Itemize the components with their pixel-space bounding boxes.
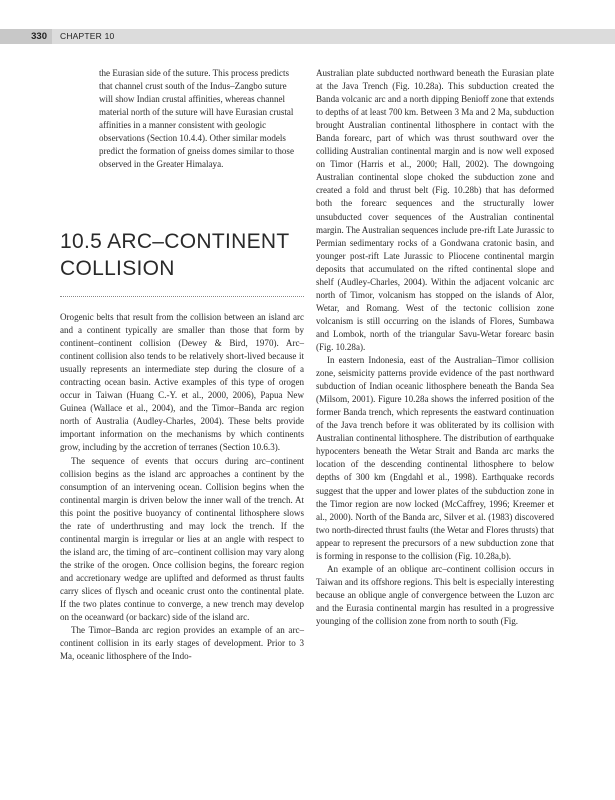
left-column-continuation [99, 67, 297, 171]
continuation-paragraph: the Eurasian side of the suture. This process predicts that channel crust south of the Indus–Zangbo suture will show Indian crustal affinities, whereas channel material north of the suture will have Eurasian crustal affinities in a manner consistent with geologic observations (Section 10.4.4). Other similar models predict the formation of gneiss domes similar to those observed in the Greater Himalaya. [99, 68, 294, 170]
page-number: 330 [0, 29, 52, 44]
section-title: ARC–CONTINENT COLLISION [60, 230, 290, 280]
right-column [316, 67, 554, 628]
body-paragraph: The sequence of events that occurs during arc–continent collision begins as the island arc approaches a continent by the consumption of an intervening ocean. Collision begins when the continental margin is driven below the inner wall of the trench. At this point the positive buoyancy of continental lithosphere slows the rate of underthrusting and may lock the trench. If the continental margin is irregular or lies at an angle with respect to the island arc, the timing of arc–continent collision may vary along the strike of the orogen. Once collision begins, the forearc region and accretionary wedge are uplifted and deformed as thrust faults carry slices of flysch and oceanic crust onto the continental plate. If the two plates continue to converge, a new trench may develop on the oceanward (or backarc) side of the island arc. [60, 455, 304, 623]
left-column-body [60, 311, 304, 663]
body-paragraph: The Timor–Banda arc region provides an example of an arc–continent collision in its early stages of development. Prior to 3 Ma, oceanic lithosphere of the Indo- [60, 625, 304, 662]
body-paragraph: In eastern Indonesia, east of the Australian–Timor collision zone, seismicity patterns provide evidence of the past northward subduction of Indian oceanic lithosphere beneath the Banda Sea (Milsom, 2001). Figure 10.28a shows the inferred position of the former Banda trench, which represents the eastward continuation of the Java trench before it was obliterated by its collision with Australian continental lithosphere. The distribution of earthquake hypocenters beneath the Wetar Strait and Banda arc marks the location of the descending continental lithosphere to below depths of 300 km (Engdahl et al., 1998). Earthquake records suggest that the upper and lower plates of the subduction zone in the Timor region are now locked (McCaffrey, 1996; Kreemer et al., 2000). North of the Banda arc, Silver et al. (1983) discovered two north-directed thrust faults (the Wetar and Flores thrusts) that appear to represent the precursors of a new subduction zone that is forming in response to the collision (Fig. 10.28a,b). [316, 355, 554, 561]
body-paragraph: Orogenic belts that result from the collision between an island arc and a continent typically are smaller than those that form by continent–continent collision (Dewey & Bird, 1970). Arc–continent collision also tends to be relatively short-lived because it usually represents an intermediate step during the closure of a contracting ocean basin. Active examples of this type of orogen occur in Taiwan (Huang C.-Y. et al., 2000, 2006), Papua New Guinea (Wallace et al., 2004), and the Timor–Banda arc region north of Australia (Audley-Charles, 2004). These belts provide important information on the mechanisms by which continents grow, including by the accretion of terranes (Section 10.6.3). [60, 312, 304, 453]
section-heading [60, 228, 302, 282]
body-paragraph: Australian plate subducted northward beneath the Eurasian plate at the Java Trench (Fig. 10.28a). This subduction created the Banda volcanic arc and a north dipping Benioff zone that extends to depths of at least 700 km. Between 3 Ma and 2 Ma, subduction brought Australian continental lithosphere in contact with the Banda forearc, part of which was thrust southward over the colliding Australian continental margin and is now well exposed on Timor (Harris et al., 2000; Hall, 2002). The downgoing Australian continental slope choked the subduction zone and created a fold and thrust belt (Fig. 10.28b) that has deformed both the forearc sequences and the structurally lower unsubducted cover sequences of the Australian continental margin. The Australian sequences include pre-rift Late Jurassic to Permian sedimentary rocks of a Gondwana cratonic basin, and younger post-rift Late Jurassic to Pliocene continental margin deposits that accumulated on the rifted continental slope and shelf (Audley-Charles, 2004). Within the adjacent volcanic arc north of Timor, volcanism has stopped on the islands of Alor, Wetar, and Romang. West of the tectonic collision zone volcanism is still occurring on the islands of Flores, Sumbawa and Lombok, north of the triangular Savu-Wetar forearc basin (Fig. 10.28a). [316, 68, 554, 352]
heading-divider [60, 296, 304, 297]
chapter-label: CHAPTER 10 [60, 31, 115, 41]
section-number: 10.5 [60, 230, 103, 253]
body-paragraph: An example of an oblique arc–continent collision occurs in Taiwan and its offshore regions. This belt is especially interesting because an oblique angle of convergence between the Luzon arc and the Eurasia continental margin has resulted in a progressive younging of the collision zone from north to south (Fig. [316, 563, 554, 626]
